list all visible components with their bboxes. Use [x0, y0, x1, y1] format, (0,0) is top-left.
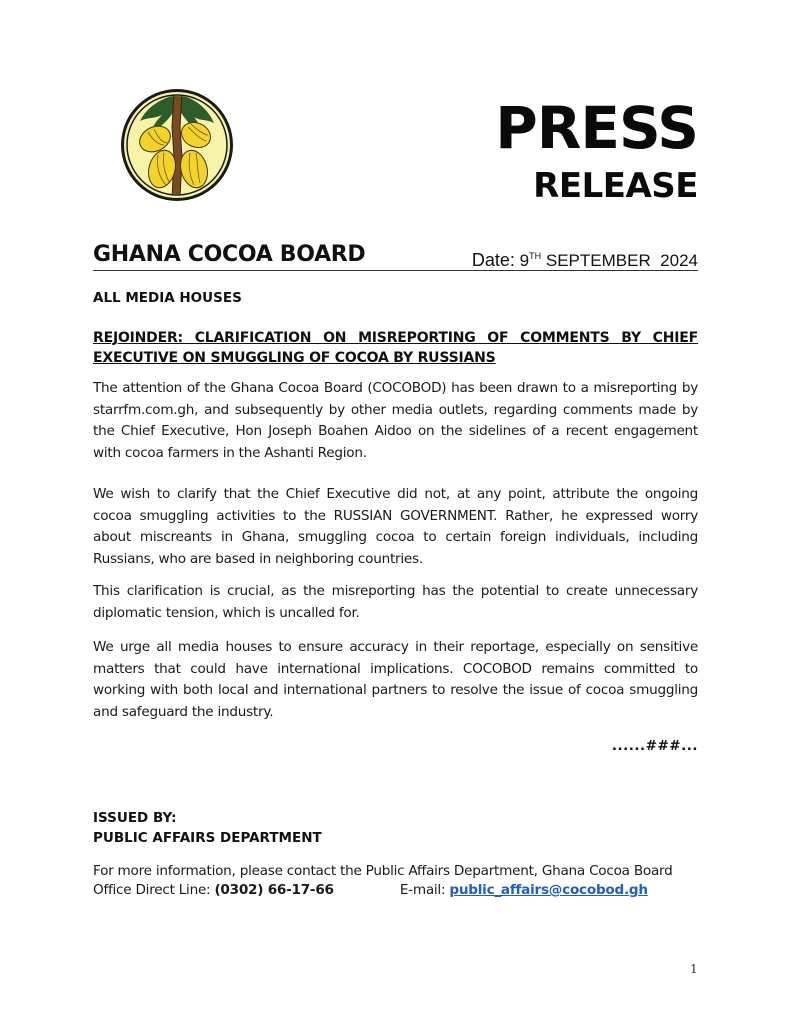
email-link[interactable]: public_affairs@cocobod.gh	[449, 882, 648, 898]
phone-label: Office Direct Line:	[93, 882, 215, 898]
body-paragraph: The attention of the Ghana Cocoa Board (COCOBOD) has been drawn to a misreporting by starrfm.com.gh, and subsequently by other media outlets, regarding comments made by the Chief Executive, Hon Joseph Boahen Aidoo on the sidelines of a recent engagement with cocoa farmers in the Ashanti Region.	[93, 380, 698, 461]
date-month-year: SEPTEMBER 2024	[545, 251, 698, 270]
press-title: PRESS	[495, 94, 698, 162]
organization-name: GHANA COCOA BOARD	[93, 242, 366, 267]
date-day: 9	[519, 251, 530, 270]
cocoa-pod-tree-icon	[118, 87, 236, 203]
contact-info: For more information, please contact the Public Affairs Department, Ghana Cocoa Board	[93, 863, 673, 879]
org-header-row	[93, 240, 698, 271]
cocobod-logo	[118, 87, 236, 203]
date-suffix: TH	[529, 251, 542, 261]
recipient-line: ALL MEDIA HOUSES	[93, 290, 242, 306]
contact-block	[93, 862, 703, 900]
end-mark: ......###...	[611, 738, 698, 754]
date-label: Date:	[471, 250, 515, 270]
release-date	[472, 244, 698, 273]
phone-number: (0302) 66-17-66	[214, 882, 334, 898]
issued-by-label: ISSUED BY:	[93, 810, 177, 826]
body-paragraph: We wish to clarify that the Chief Executive did not, at any point, attribute the ongoing cocoa smuggling activities to the RUSSIAN GOVERNMENT. Rather, he expressed worry about miscreants in Ghana, smuggling cocoa to certain foreign individuals, including Russians, who are based in neighboring countries.	[93, 486, 698, 567]
contact-line	[93, 881, 703, 900]
body-paragraph: We urge all media houses to ensure accuracy in their reportage, especially on sensitive matters that could have international implications. COCOBOD remains committed to working with both local and international partners to resolve the issue of cocoa smuggling and safeguard the industry.	[93, 639, 698, 720]
body-paragraph: This clarification is crucial, as the misreporting has the potential to create unnecessary diplomatic tension, which is uncalled for.	[93, 583, 698, 621]
headline: REJOINDER: CLARIFICATION ON MISREPORTING OF COMMENTS BY CHIEF EXECUTIVE ON SMUGGLING OF COCOA BY RUSSIANS	[93, 330, 698, 366]
page-number: 1	[690, 962, 698, 976]
issued-by-block	[93, 808, 322, 848]
email-label: E-mail:	[399, 882, 450, 898]
issuing-department: PUBLIC AFFAIRS DEPARTMENT	[93, 830, 322, 846]
release-title: RELEASE	[533, 166, 698, 206]
